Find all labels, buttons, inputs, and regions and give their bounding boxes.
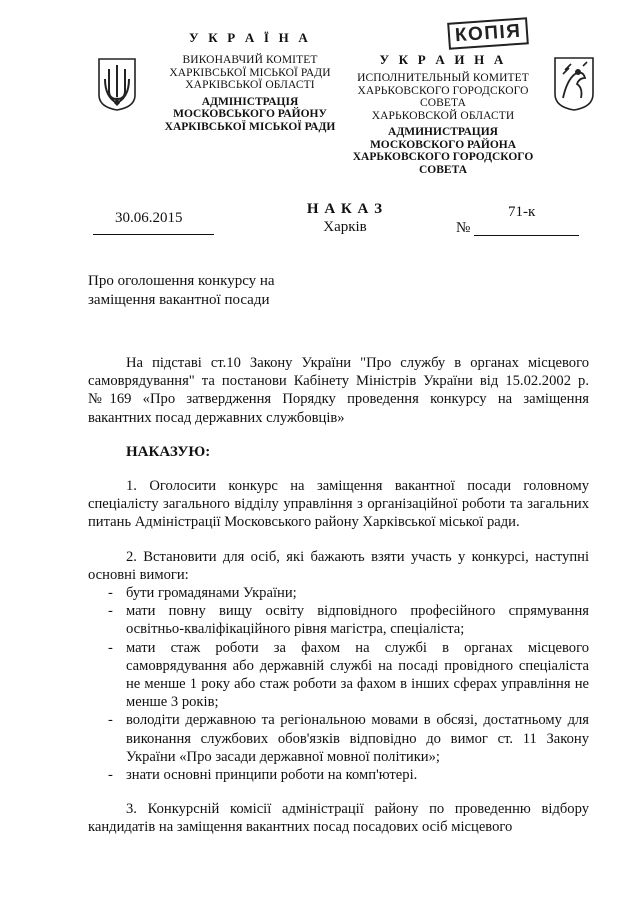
document-body: [88, 354, 589, 837]
header-ua: [150, 30, 350, 133]
copy-stamp: КОПІЯ: [447, 17, 529, 50]
header-ru-country: У К Р А И Н А: [379, 52, 507, 67]
subject-line: заміщення вакантної посади: [88, 292, 270, 308]
requirement-item: - володіти державною та регіональною мовами в обсязі, достатньому для виконання службових обов'язків відповідно до вимог ст. 11 Закону України «Про засади державної мовної політики»;: [108, 712, 589, 765]
header-ru: [338, 52, 548, 176]
order-subject: [88, 272, 275, 310]
header-ua-line: ВИКОНАВЧИЙ КОМІТЕТ: [182, 54, 318, 66]
order-city: Харків: [323, 219, 367, 235]
number-underline: [474, 235, 579, 236]
requirement-item: - мати повну вищу освіту відповідного професійного спрямування освітньо-кваліфікаційного рівня магістра, спеціаліста;: [108, 603, 589, 638]
header-ua-admin-line: ХАРКІВСЬКОЇ МІСЬКОЇ РАДИ: [164, 120, 336, 133]
header-ua-admin-line: АДМІНІСТРАЦІЯ: [201, 95, 299, 108]
preamble-paragraph: На підставі ст.10 Закону України "Про службу в органах місцевого самоврядування" та постанови Кабінету Міністрів України від 15.02.2002 р. №169 «Про затвердження Порядку проведення конкурсу на заміщення вакантних посад державних службовців»: [88, 355, 589, 426]
order-date: 30.06.2015: [115, 210, 183, 226]
header-ru-admin-line: МОСКОВСКОГО РАЙОНА: [369, 138, 517, 151]
item-1-paragraph: 1. Оголосити конкурс на заміщення вакантної посади головному спеціалісту загального відділу управління з організаційної роботи та загальних питань Адміністрації Московського району Харківської міської ради.: [88, 478, 589, 531]
header-ua-admin-line: МОСКОВСЬКОГО РАЙОНУ: [173, 108, 327, 120]
requirement-item: - мати стаж роботи за фахом на службі в органах місцевого самоврядування або державній службі на посаді провідного спеціаліста не менше 1 року або стаж роботи за фахом в інших сферах управління не менше 3 років;: [108, 639, 589, 711]
order-title: Н А К А З: [306, 201, 384, 217]
order-number-sign: №: [456, 220, 471, 236]
order-word: НАКАЗУЮ:: [126, 443, 211, 460]
item-2-intro: 2. Встановити для осіб, які бажають взяти участь у конкурсі, наступні основні вимоги:: [88, 548, 589, 583]
header-ru-line: ИСПОЛНИТЕЛЬНЫЙ КОМИТЕТ: [357, 72, 529, 84]
requirement-item: - знати основні принципи роботи на комп'ютері.: [108, 767, 418, 784]
tryzub-emblem-icon: [97, 57, 137, 112]
requirements-list: [106, 584, 589, 784]
item-3-paragraph: 3. Конкурсній комісії адміністрації району по проведенню відбору кандидатів на заміщення вакантних посад посадових осіб місцевого: [88, 801, 589, 836]
date-underline: [93, 234, 214, 235]
header-ua-country: У К Р А Ї Н А: [189, 30, 311, 45]
header-ru-admin-line: АДМИНИСТРАЦИЯ: [388, 126, 498, 138]
header-ru-line: ХАРЬКОВСКОЙ ОБЛАСТИ: [371, 109, 515, 122]
header-ua-line: ХАРКІВСЬКОЇ МІСЬКОЇ РАДИ: [169, 66, 331, 79]
subject-line: Про оголошення конкурсу на: [88, 273, 275, 289]
header-ru-line: ХАРЬКОВСКОГО ГОРОДСКОГО СОВЕТА: [357, 84, 529, 109]
requirement-item: - бути громадянами України;: [108, 585, 297, 602]
header-ua-line: ХАРКІВСЬКОЇ ОБЛАСТІ: [185, 79, 315, 91]
header-ru-admin-line: ХАРЬКОВСКОГО ГОРОДСКОГО СОВЕТА: [352, 151, 534, 176]
kharkiv-emblem-icon: [553, 56, 595, 112]
order-number: 71-к: [508, 204, 536, 220]
